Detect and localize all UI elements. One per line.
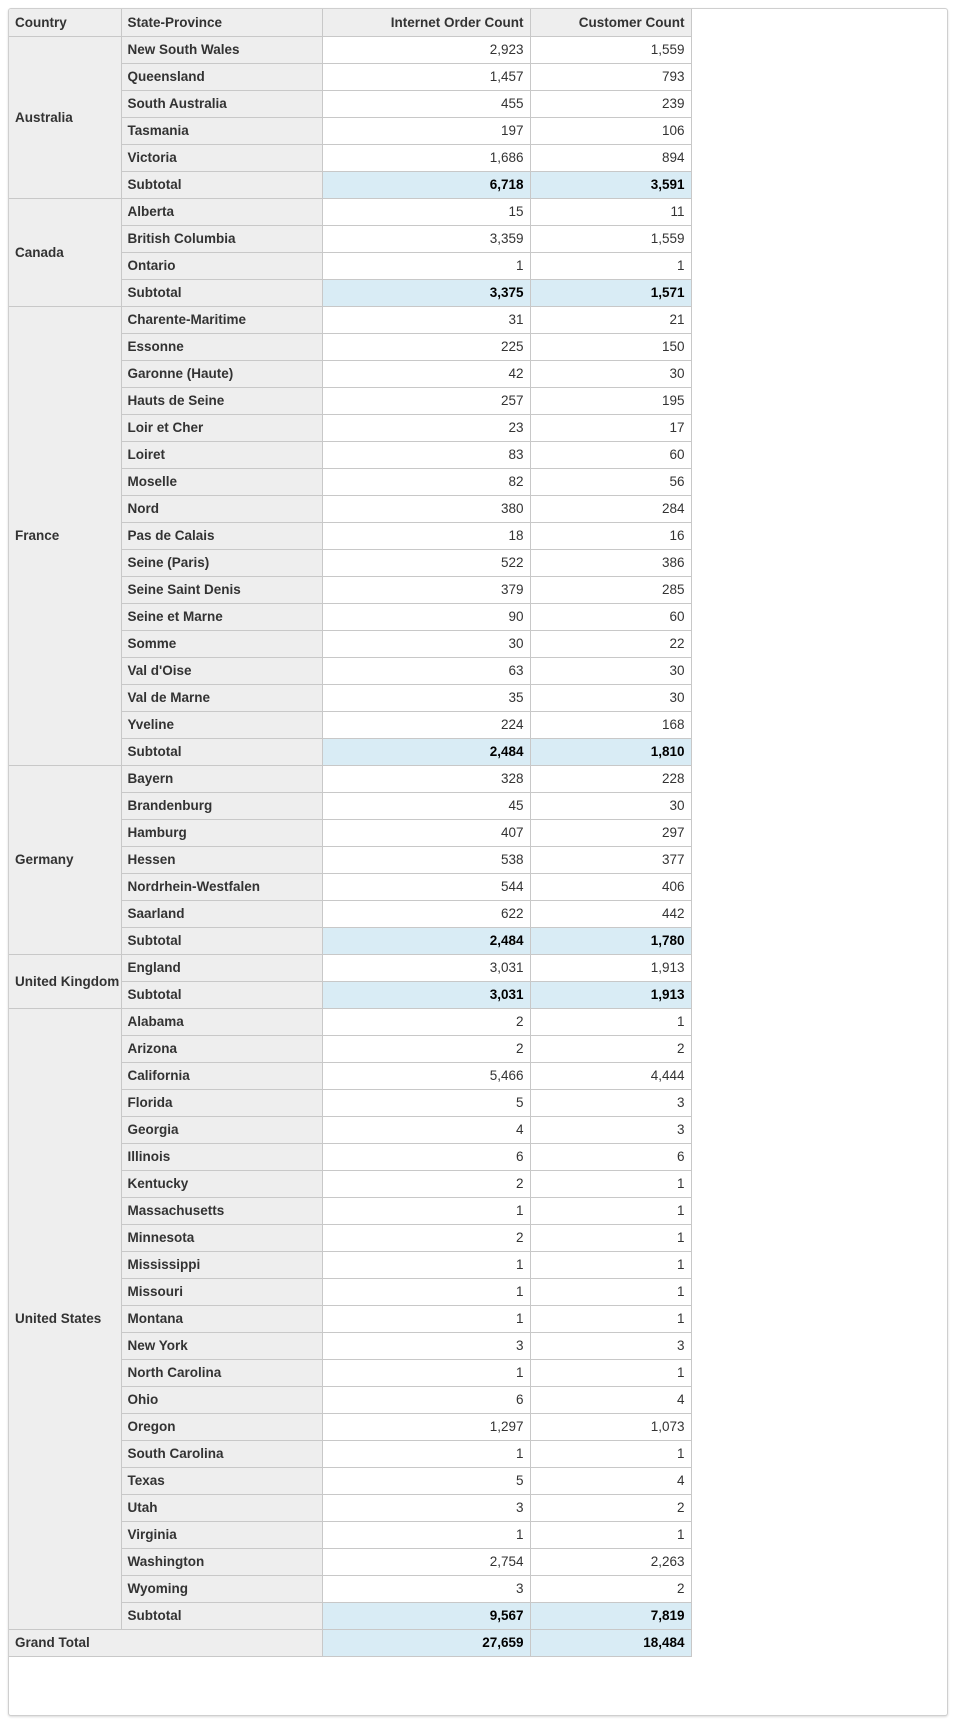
subtotal-label[interactable]: Subtotal — [121, 738, 322, 765]
state-cell[interactable]: South Carolina — [121, 1440, 322, 1467]
state-cell[interactable]: Oregon — [121, 1413, 322, 1440]
state-cell[interactable]: Washington — [121, 1548, 322, 1575]
subtotal-customer-count[interactable]: 7,819 — [530, 1602, 691, 1629]
customer-count-cell[interactable]: 60 — [530, 603, 691, 630]
state-cell[interactable]: British Columbia — [121, 225, 322, 252]
table-row — [9, 198, 691, 225]
order-count-cell[interactable]: 90 — [322, 603, 530, 630]
customer-count-cell[interactable]: 4,444 — [530, 1062, 691, 1089]
state-cell[interactable]: Val de Marne — [121, 684, 322, 711]
order-count-cell[interactable]: 83 — [322, 441, 530, 468]
state-cell[interactable]: Arizona — [121, 1035, 322, 1062]
order-count-cell[interactable]: 5 — [322, 1467, 530, 1494]
customer-count-cell[interactable]: 3 — [530, 1332, 691, 1359]
order-count-cell[interactable]: 1 — [322, 1305, 530, 1332]
subtotal-label[interactable]: Subtotal — [121, 927, 322, 954]
customer-count-cell[interactable]: 1 — [530, 1197, 691, 1224]
order-count-cell[interactable]: 544 — [322, 873, 530, 900]
customer-count-cell[interactable]: 442 — [530, 900, 691, 927]
order-count-cell[interactable]: 3 — [322, 1575, 530, 1602]
state-cell[interactable]: Victoria — [121, 144, 322, 171]
state-cell[interactable]: Loiret — [121, 441, 322, 468]
state-cell[interactable]: Kentucky — [121, 1170, 322, 1197]
customer-count-cell[interactable]: 406 — [530, 873, 691, 900]
order-count-cell[interactable]: 3 — [322, 1332, 530, 1359]
customer-count-cell[interactable]: 106 — [530, 117, 691, 144]
customer-count-cell[interactable]: 1 — [530, 1008, 691, 1035]
order-count-cell[interactable]: 522 — [322, 549, 530, 576]
country-label: France — [15, 528, 60, 543]
state-cell[interactable]: Essonne — [121, 333, 322, 360]
order-count-cell[interactable]: 1 — [322, 252, 530, 279]
order-count-cell[interactable]: 15 — [322, 198, 530, 225]
state-cell[interactable]: Illinois — [121, 1143, 322, 1170]
order-count-cell[interactable]: 5 — [322, 1089, 530, 1116]
state-cell[interactable]: Montana — [121, 1305, 322, 1332]
grand-total-order-count[interactable]: 27,659 — [322, 1629, 530, 1656]
state-cell[interactable]: Utah — [121, 1494, 322, 1521]
state-cell[interactable]: New York — [121, 1332, 322, 1359]
customer-count-cell[interactable]: 21 — [530, 306, 691, 333]
customer-count-cell[interactable]: 6 — [530, 1143, 691, 1170]
subtotal-order-count[interactable]: 2,484 — [322, 738, 530, 765]
state-cell[interactable]: Moselle — [121, 468, 322, 495]
customer-count-cell[interactable]: 3 — [530, 1116, 691, 1143]
order-count-cell[interactable]: 6 — [322, 1143, 530, 1170]
table-row — [9, 306, 691, 333]
customer-count-cell[interactable]: 4 — [530, 1386, 691, 1413]
customer-count-cell[interactable]: 4 — [530, 1467, 691, 1494]
customer-count-cell[interactable]: 377 — [530, 846, 691, 873]
state-cell[interactable]: Somme — [121, 630, 322, 657]
order-count-cell[interactable]: 18 — [322, 522, 530, 549]
customer-count-cell[interactable]: 16 — [530, 522, 691, 549]
order-count-cell[interactable]: 30 — [322, 630, 530, 657]
country-label: Canada — [15, 244, 64, 260]
customer-count-cell[interactable]: 1 — [530, 1170, 691, 1197]
customer-count-cell[interactable]: 60 — [530, 441, 691, 468]
customer-count-cell[interactable]: 239 — [530, 90, 691, 117]
country-cell[interactable] — [9, 36, 121, 198]
table-row — [9, 36, 691, 63]
customer-count-cell[interactable]: 1 — [530, 1521, 691, 1548]
state-cell[interactable]: Yveline — [121, 711, 322, 738]
country-label: United Kingdom — [15, 973, 120, 989]
order-count-cell[interactable]: 622 — [322, 900, 530, 927]
customer-count-cell[interactable]: 30 — [530, 657, 691, 684]
customer-count-cell[interactable]: 22 — [530, 630, 691, 657]
country-cell[interactable] — [9, 765, 121, 954]
grand-total-customer-count[interactable]: 18,484 — [530, 1629, 691, 1656]
order-count-cell[interactable]: 1 — [322, 1197, 530, 1224]
order-count-cell[interactable]: 1,686 — [322, 144, 530, 171]
country-cell[interactable] — [9, 306, 121, 765]
customer-count-cell[interactable]: 2,263 — [530, 1548, 691, 1575]
state-cell[interactable]: Queensland — [121, 63, 322, 90]
state-cell[interactable]: Charente-Maritime — [121, 306, 322, 333]
order-count-cell[interactable]: 1,297 — [322, 1413, 530, 1440]
order-count-cell[interactable]: 4 — [322, 1116, 530, 1143]
customer-count-cell[interactable]: 168 — [530, 711, 691, 738]
customer-count-cell[interactable]: 297 — [530, 819, 691, 846]
customer-count-cell[interactable]: 1 — [530, 1251, 691, 1278]
order-count-cell[interactable]: 82 — [322, 468, 530, 495]
order-count-cell[interactable]: 197 — [322, 117, 530, 144]
state-cell[interactable]: Val d'Oise — [121, 657, 322, 684]
state-cell[interactable]: Texas — [121, 1467, 322, 1494]
state-cell[interactable]: Ontario — [121, 252, 322, 279]
state-cell[interactable]: Tasmania — [121, 117, 322, 144]
state-cell[interactable]: Minnesota — [121, 1224, 322, 1251]
subtotal-label[interactable]: Subtotal — [121, 171, 322, 198]
customer-count-cell[interactable]: 11 — [530, 198, 691, 225]
order-count-cell[interactable]: 379 — [322, 576, 530, 603]
customer-count-cell[interactable]: 285 — [530, 576, 691, 603]
customer-count-cell[interactable]: 1,073 — [530, 1413, 691, 1440]
table-row — [9, 1008, 691, 1035]
state-cell[interactable]: Loir et Cher — [121, 414, 322, 441]
state-cell[interactable]: Nordrhein-Westfalen — [121, 873, 322, 900]
customer-count-cell[interactable]: 30 — [530, 792, 691, 819]
state-cell[interactable]: Massachusetts — [121, 1197, 322, 1224]
country-label: United States — [15, 1311, 102, 1326]
customer-count-cell[interactable]: 150 — [530, 333, 691, 360]
order-count-cell[interactable]: 407 — [322, 819, 530, 846]
table-row — [9, 765, 691, 792]
customer-count-cell[interactable]: 793 — [530, 63, 691, 90]
order-count-cell[interactable]: 2 — [322, 1224, 530, 1251]
subtotal-label[interactable]: Subtotal — [121, 279, 322, 306]
subtotal-customer-count[interactable]: 1,913 — [530, 981, 691, 1008]
order-count-cell[interactable]: 2,754 — [322, 1548, 530, 1575]
customer-count-cell[interactable]: 386 — [530, 549, 691, 576]
state-cell[interactable]: Hessen — [121, 846, 322, 873]
order-count-cell[interactable]: 45 — [322, 792, 530, 819]
state-cell[interactable]: California — [121, 1062, 322, 1089]
customer-count-cell[interactable]: 284 — [530, 495, 691, 522]
order-count-cell[interactable]: 1,457 — [322, 63, 530, 90]
order-count-cell[interactable]: 538 — [322, 846, 530, 873]
state-cell[interactable]: Bayern — [121, 765, 322, 792]
country-cell[interactable] — [9, 198, 121, 306]
state-cell[interactable]: Alberta — [121, 198, 322, 225]
state-cell[interactable]: New South Wales — [121, 36, 322, 63]
customer-count-cell[interactable]: 1,913 — [530, 954, 691, 981]
customer-count-cell[interactable]: 195 — [530, 387, 691, 414]
grand-total-row — [9, 1629, 691, 1656]
subtotal-order-count[interactable]: 3,031 — [322, 981, 530, 1008]
customer-count-cell[interactable]: 30 — [530, 684, 691, 711]
order-count-cell[interactable]: 3,031 — [322, 954, 530, 981]
customer-count-cell[interactable]: 894 — [530, 144, 691, 171]
order-count-cell[interactable]: 257 — [322, 387, 530, 414]
country-cell[interactable] — [9, 1008, 121, 1629]
country-cell[interactable] — [9, 954, 121, 1008]
state-cell[interactable]: Ohio — [121, 1386, 322, 1413]
subtotal-label[interactable]: Subtotal — [121, 1602, 322, 1629]
pivot-table — [9, 9, 692, 1657]
state-cell[interactable]: Garonne (Haute) — [121, 360, 322, 387]
order-count-cell[interactable]: 42 — [322, 360, 530, 387]
customer-count-cell[interactable]: 1 — [530, 1224, 691, 1251]
customer-count-cell[interactable]: 30 — [530, 360, 691, 387]
order-count-cell[interactable]: 2 — [322, 1170, 530, 1197]
order-count-cell[interactable]: 2,923 — [322, 36, 530, 63]
order-count-cell[interactable]: 63 — [322, 657, 530, 684]
order-count-cell[interactable]: 1 — [322, 1278, 530, 1305]
state-cell[interactable]: Wyoming — [121, 1575, 322, 1602]
order-count-cell[interactable]: 23 — [322, 414, 530, 441]
state-cell[interactable]: Mississippi — [121, 1251, 322, 1278]
state-cell[interactable]: Alabama — [121, 1008, 322, 1035]
grand-total-label[interactable]: Grand Total — [9, 1629, 322, 1656]
state-cell[interactable]: Virginia — [121, 1521, 322, 1548]
state-cell[interactable]: Saarland — [121, 900, 322, 927]
order-count-cell[interactable]: 224 — [322, 711, 530, 738]
pivot-body — [9, 36, 691, 1656]
order-count-cell[interactable]: 3 — [322, 1494, 530, 1521]
country-label: Australia — [15, 109, 73, 125]
header-country[interactable]: Country — [9, 9, 121, 36]
state-cell[interactable]: Georgia — [121, 1116, 322, 1143]
order-count-cell[interactable]: 1 — [322, 1359, 530, 1386]
state-cell[interactable]: Missouri — [121, 1278, 322, 1305]
state-cell[interactable]: England — [121, 954, 322, 981]
header-internet-order-count[interactable]: Internet Order Count — [322, 9, 530, 36]
subtotal-order-count[interactable]: 9,567 — [322, 1602, 530, 1629]
customer-count-cell[interactable]: 1 — [530, 1278, 691, 1305]
order-count-cell[interactable]: 5,466 — [322, 1062, 530, 1089]
subtotal-order-count[interactable]: 3,375 — [322, 279, 530, 306]
order-count-cell[interactable]: 6 — [322, 1386, 530, 1413]
order-count-cell[interactable]: 35 — [322, 684, 530, 711]
customer-count-cell[interactable]: 1 — [530, 1359, 691, 1386]
order-count-cell[interactable]: 2 — [322, 1035, 530, 1062]
customer-count-cell[interactable]: 2 — [530, 1035, 691, 1062]
country-label: Germany — [15, 852, 74, 867]
subtotal-customer-count[interactable]: 1,810 — [530, 738, 691, 765]
order-count-cell[interactable]: 455 — [322, 90, 530, 117]
state-cell[interactable]: Nord — [121, 495, 322, 522]
subtotal-customer-count[interactable]: 1,780 — [530, 927, 691, 954]
subtotal-customer-count[interactable]: 3,591 — [530, 171, 691, 198]
order-count-cell[interactable]: 3,359 — [322, 225, 530, 252]
customer-count-cell[interactable]: 56 — [530, 468, 691, 495]
state-cell[interactable]: South Australia — [121, 90, 322, 117]
state-cell[interactable]: Seine (Paris) — [121, 549, 322, 576]
order-count-cell[interactable]: 225 — [322, 333, 530, 360]
customer-count-cell[interactable]: 3 — [530, 1089, 691, 1116]
order-count-cell[interactable]: 1 — [322, 1440, 530, 1467]
customer-count-cell[interactable]: 2 — [530, 1494, 691, 1521]
subtotal-order-count[interactable]: 2,484 — [322, 927, 530, 954]
header-state-province[interactable]: State-Province — [121, 9, 322, 36]
header-row — [9, 9, 691, 36]
customer-count-cell[interactable]: 1,559 — [530, 225, 691, 252]
subtotal-order-count[interactable]: 6,718 — [322, 171, 530, 198]
order-count-cell[interactable]: 1 — [322, 1251, 530, 1278]
order-count-cell[interactable]: 328 — [322, 765, 530, 792]
order-count-cell[interactable]: 1 — [322, 1521, 530, 1548]
state-cell[interactable]: Pas de Calais — [121, 522, 322, 549]
state-cell[interactable]: Brandenburg — [121, 792, 322, 819]
customer-count-cell[interactable]: 1,559 — [530, 36, 691, 63]
pivot-table-container — [8, 8, 948, 1716]
state-cell[interactable]: Florida — [121, 1089, 322, 1116]
order-count-cell[interactable]: 2 — [322, 1008, 530, 1035]
customer-count-cell[interactable]: 1 — [530, 252, 691, 279]
state-cell[interactable]: Hauts de Seine — [121, 387, 322, 414]
state-cell[interactable]: Hamburg — [121, 819, 322, 846]
table-row — [9, 954, 691, 981]
customer-count-cell[interactable]: 228 — [530, 765, 691, 792]
subtotal-customer-count[interactable]: 1,571 — [530, 279, 691, 306]
state-cell[interactable]: Seine Saint Denis — [121, 576, 322, 603]
state-cell[interactable]: Seine et Marne — [121, 603, 322, 630]
customer-count-cell[interactable]: 1 — [530, 1440, 691, 1467]
order-count-cell[interactable]: 380 — [322, 495, 530, 522]
order-count-cell[interactable]: 31 — [322, 306, 530, 333]
state-cell[interactable]: North Carolina — [121, 1359, 322, 1386]
customer-count-cell[interactable]: 17 — [530, 414, 691, 441]
subtotal-label[interactable]: Subtotal — [121, 981, 322, 1008]
header-customer-count[interactable]: Customer Count — [530, 9, 691, 36]
customer-count-cell[interactable]: 2 — [530, 1575, 691, 1602]
customer-count-cell[interactable]: 1 — [530, 1305, 691, 1332]
